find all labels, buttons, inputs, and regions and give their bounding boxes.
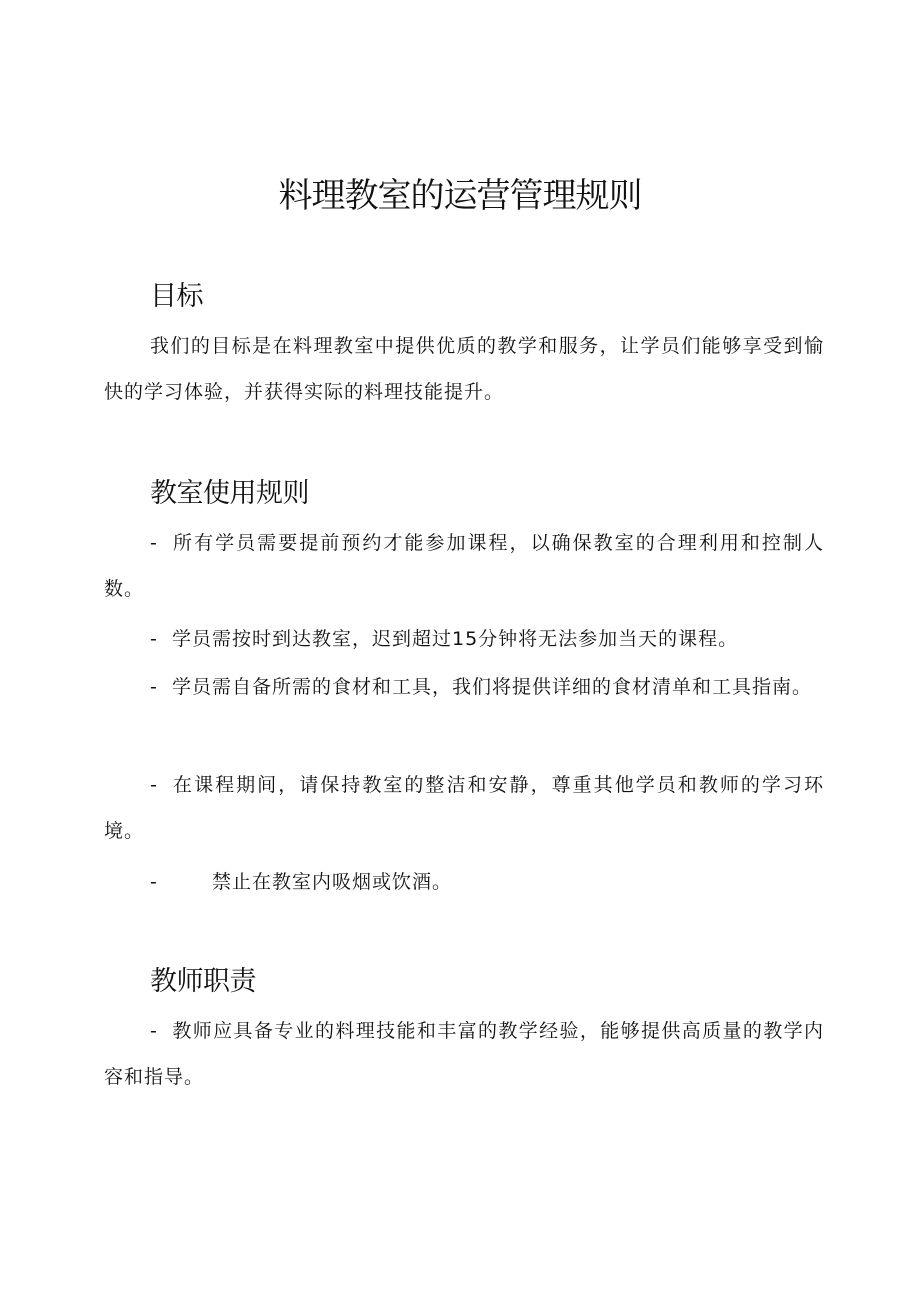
section-heading-goal: 目标 <box>150 281 203 312</box>
list-dash: - <box>150 532 158 554</box>
rule-text: 所有学员需要提前预约才能参加课程，以确保教室的合理利用和控制人数。 <box>104 532 824 600</box>
section-heading-teacher-duties: 教师职责 <box>150 966 256 997</box>
list-dash: - <box>150 628 158 650</box>
list-dash: - <box>150 774 158 796</box>
section-heading-classroom-rules: 教室使用规则 <box>150 478 309 509</box>
list-dash: - <box>150 1020 158 1042</box>
rule-item <box>104 616 824 662</box>
rule-item <box>104 520 824 612</box>
duty-item <box>104 1008 824 1100</box>
rule-item <box>104 664 824 710</box>
rule-item <box>104 859 824 905</box>
goal-paragraph: 我们的目标是在料理教室中提供优质的教学和服务，让学员们能够享受到愉快的学习体验，并获得实际的料理技能提升。 <box>104 335 824 403</box>
rule-item <box>104 762 824 854</box>
document-title: 料理教室的运营管理规则 <box>278 176 642 216</box>
rule-text: 学员需按时到达教室，迟到超过15分钟将无法参加当天的课程。 <box>172 628 739 650</box>
rule-text: 禁止在教室内吸烟或饮酒。 <box>212 871 453 893</box>
rule-text: 在课程期间，请保持教室的整洁和安静，尊重其他学员和教师的学习环境。 <box>104 774 824 842</box>
duty-text: 教师应具备专业的料理技能和丰富的教学经验，能够提供高质量的教学内容和指导。 <box>104 1020 824 1088</box>
list-dash: - <box>150 676 158 698</box>
rule-text: 学员需自备所需的食材和工具，我们将提供详细的食材清单和工具指南。 <box>172 676 813 698</box>
list-dash: - <box>150 871 158 893</box>
